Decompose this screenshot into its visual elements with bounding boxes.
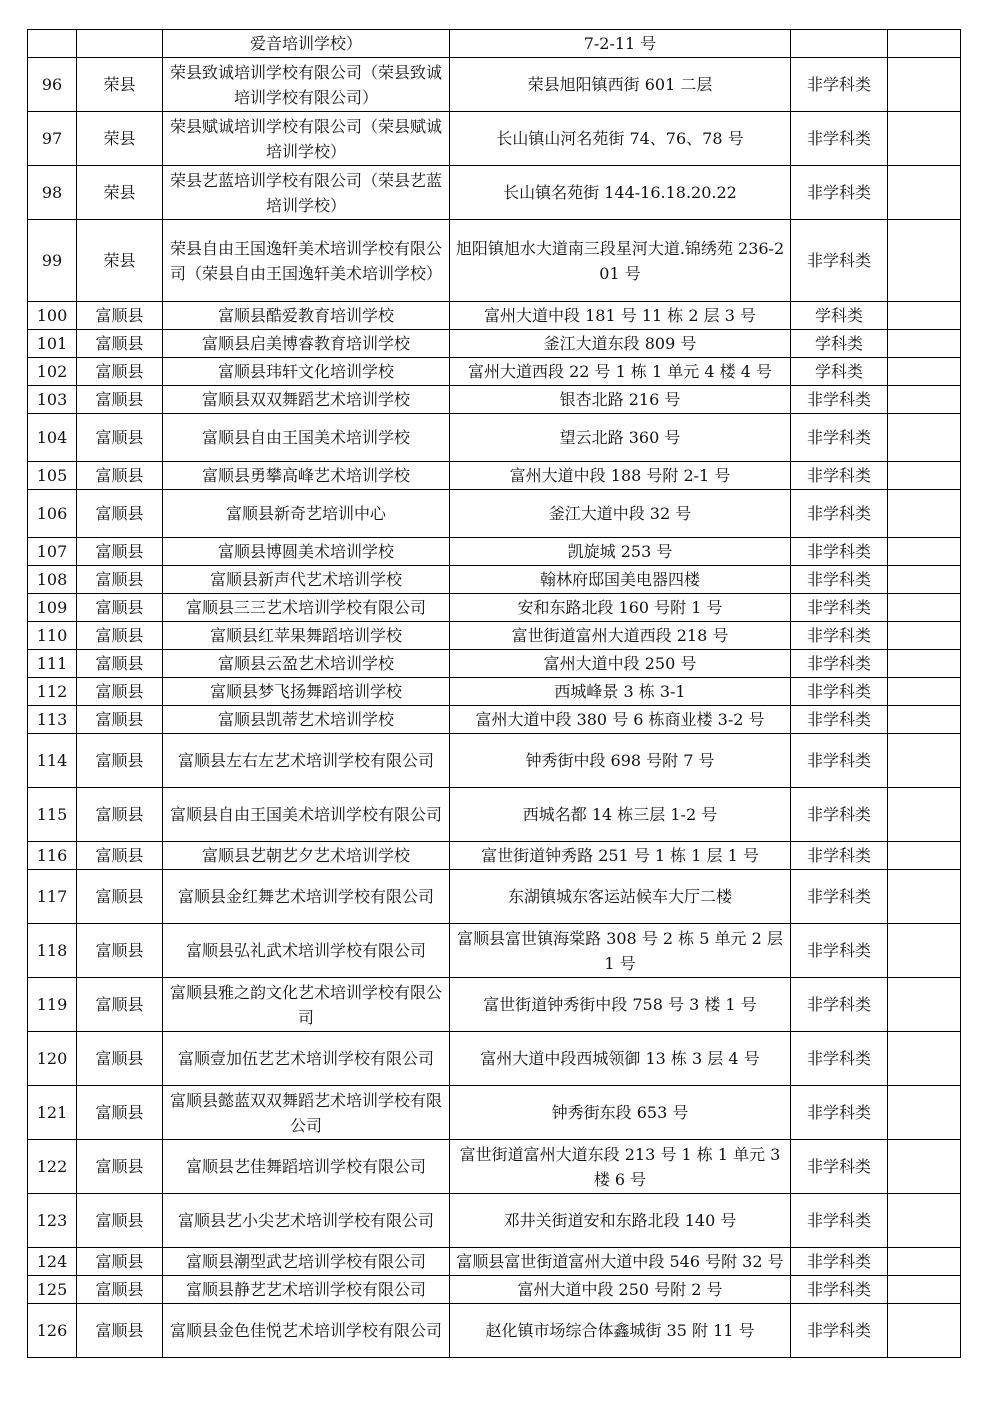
address-cell: 富州大道中段 380 号 6 栋商业楼 3-2 号 [450,706,791,734]
category-cell: 非学科类 [791,622,888,650]
school-name-cell: 富顺县启美博睿教育培训学校 [163,330,450,358]
remarks-cell [888,166,961,220]
remarks-cell [888,330,961,358]
address-cell: 银杏北路 216 号 [450,386,791,414]
address-cell: 翰林府邸国美电器四楼 [450,566,791,594]
county-cell: 荣县 [77,112,163,166]
county-cell: 荣县 [77,58,163,112]
row-number: 121 [28,1086,77,1140]
category-cell: 非学科类 [791,1194,888,1248]
remarks-cell [888,622,961,650]
row-number: 105 [28,462,77,490]
category-cell: 非学科类 [791,166,888,220]
county-cell: 富顺县 [77,734,163,788]
category-cell: 非学科类 [791,594,888,622]
school-name-cell: 富顺县玮轩文化培训学校 [163,358,450,386]
county-cell: 富顺县 [77,924,163,978]
school-name-cell: 富顺县梦飞扬舞蹈培训学校 [163,678,450,706]
row-number: 115 [28,788,77,842]
remarks-cell [888,414,961,462]
table-row [28,166,961,220]
table-row [28,1276,961,1304]
row-number: 119 [28,978,77,1032]
address-cell: 长山镇山河名苑街 74、76、78 号 [450,112,791,166]
row-number: 112 [28,678,77,706]
county-cell: 富顺县 [77,594,163,622]
school-name-cell: 富顺县博圆美术培训学校 [163,538,450,566]
remarks-cell [888,594,961,622]
table-row [28,788,961,842]
address-cell: 西城名都 14 栋三层 1-2 号 [450,788,791,842]
address-cell: 钟秀街东段 653 号 [450,1086,791,1140]
table-row [28,220,961,302]
table-row [28,870,961,924]
school-name-cell: 富顺县凯蒂艺术培训学校 [163,706,450,734]
remarks-cell [888,566,961,594]
county-cell: 富顺县 [77,538,163,566]
remarks-cell [888,1032,961,1086]
table-row [28,594,961,622]
category-cell: 非学科类 [791,1276,888,1304]
school-name-cell: 富顺县雅之韵文化艺术培训学校有限公司 [163,978,450,1032]
remarks-cell [888,842,961,870]
category-cell: 非学科类 [791,386,888,414]
county-cell: 富顺县 [77,842,163,870]
row-number: 104 [28,414,77,462]
row-number: 110 [28,622,77,650]
address-cell: 富顺县富世镇海棠路 308 号 2 栋 5 单元 2 层 1 号 [450,924,791,978]
county-cell: 富顺县 [77,1032,163,1086]
table-row [28,1032,961,1086]
row-number: 120 [28,1032,77,1086]
county-cell: 富顺县 [77,788,163,842]
school-name-cell: 富顺县酷爱教育培训学校 [163,302,450,330]
school-name-cell: 富顺县自由王国美术培训学校有限公司 [163,788,450,842]
school-name-cell: 富顺县金红舞艺术培训学校有限公司 [163,870,450,924]
address-cell: 邓井关街道安和东路北段 140 号 [450,1194,791,1248]
school-name-cell: 富顺县静艺艺术培训学校有限公司 [163,1276,450,1304]
category-cell: 非学科类 [791,1140,888,1194]
county-cell: 富顺县 [77,462,163,490]
county-cell: 富顺县 [77,386,163,414]
table-row [28,1304,961,1358]
category-cell: 非学科类 [791,650,888,678]
row-number: 99 [28,220,77,302]
remarks-cell [888,112,961,166]
row-number: 101 [28,330,77,358]
school-name-cell: 富顺县新奇艺培训中心 [163,490,450,538]
county-cell: 富顺县 [77,678,163,706]
remarks-cell [888,870,961,924]
remarks-cell [888,978,961,1032]
table-row [28,414,961,462]
institution-table [27,29,961,1358]
school-name-cell: 富顺县三三艺术培训学校有限公司 [163,594,450,622]
category-cell: 非学科类 [791,842,888,870]
county-cell: 富顺县 [77,1304,163,1358]
county-cell: 富顺县 [77,1194,163,1248]
table-row [28,622,961,650]
row-number: 126 [28,1304,77,1358]
row-number: 118 [28,924,77,978]
county-cell: 富顺县 [77,622,163,650]
address-cell: 安和东路北段 160 号附 1 号 [450,594,791,622]
category-cell: 非学科类 [791,538,888,566]
school-name-cell: 富顺县金色佳悦艺术培训学校有限公司 [163,1304,450,1358]
table-row [28,566,961,594]
address-cell: 富州大道中段西城领御 13 栋 3 层 4 号 [450,1032,791,1086]
category-cell: 非学科类 [791,978,888,1032]
remarks-cell [888,1304,961,1358]
remarks-cell [888,650,961,678]
category-cell: 学科类 [791,302,888,330]
table-row [28,1248,961,1276]
school-name-cell: 富顺县潮型武艺培训学校有限公司 [163,1248,450,1276]
category-cell: 非学科类 [791,58,888,112]
school-name-cell: 荣县赋诚培训学校有限公司（荣县赋诚培训学校） [163,112,450,166]
county-cell: 富顺县 [77,650,163,678]
row-number: 111 [28,650,77,678]
table-row [28,30,961,58]
county-cell: 荣县 [77,220,163,302]
remarks-cell [888,706,961,734]
remarks-cell [888,220,961,302]
address-cell: 荣县旭阳镇西街 601 二层 [450,58,791,112]
county-cell: 富顺县 [77,870,163,924]
county-cell: 富顺县 [77,566,163,594]
category-cell: 非学科类 [791,1248,888,1276]
table-row [28,978,961,1032]
category-cell: 非学科类 [791,678,888,706]
school-name-cell: 富顺县红苹果舞蹈培训学校 [163,622,450,650]
table-row [28,538,961,566]
category-cell: 非学科类 [791,414,888,462]
school-name-cell: 富顺县勇攀高峰艺术培训学校 [163,462,450,490]
table-body [28,30,961,1358]
table-row [28,112,961,166]
category-cell: 非学科类 [791,706,888,734]
category-cell: 非学科类 [791,734,888,788]
county-cell: 富顺县 [77,358,163,386]
address-cell: 钟秀街中段 698 号附 7 号 [450,734,791,788]
row-number: 106 [28,490,77,538]
address-cell: 东湖镇城东客运站候车大厅二楼 [450,870,791,924]
row-number: 97 [28,112,77,166]
category-cell: 非学科类 [791,1086,888,1140]
address-cell: 富世街道钟秀路 251 号 1 栋 1 层 1 号 [450,842,791,870]
county-cell: 富顺县 [77,490,163,538]
row-number: 98 [28,166,77,220]
remarks-cell [888,1086,961,1140]
address-cell: 长山镇名苑街 144-16.18.20.22 [450,166,791,220]
table-row [28,650,961,678]
address-cell: 釜江大道中段 32 号 [450,490,791,538]
remarks-cell [888,1140,961,1194]
row-number: 114 [28,734,77,788]
table-row [28,330,961,358]
county-cell: 荣县 [77,166,163,220]
category-cell: 非学科类 [791,490,888,538]
table-row [28,490,961,538]
school-name-cell: 荣县自由王国逸轩美术培训学校有限公司（荣县自由王国逸轩美术培训学校） [163,220,450,302]
category-cell: 非学科类 [791,870,888,924]
school-name-cell: 爱音培训学校） [163,30,450,58]
county-cell: 富顺县 [77,302,163,330]
school-name-cell: 富顺县弘礼武术培训学校有限公司 [163,924,450,978]
row-number: 102 [28,358,77,386]
table-row [28,302,961,330]
category-cell: 学科类 [791,358,888,386]
row-number: 116 [28,842,77,870]
address-cell: 富世街道富州大道西段 218 号 [450,622,791,650]
school-name-cell: 富顺县艺佳舞蹈培训学校有限公司 [163,1140,450,1194]
school-name-cell: 富顺县新声代艺术培训学校 [163,566,450,594]
row-number: 107 [28,538,77,566]
address-cell: 富世街道钟秀街中段 758 号 3 楼 1 号 [450,978,791,1032]
school-name-cell: 富顺县自由王国美术培训学校 [163,414,450,462]
row-number: 108 [28,566,77,594]
address-cell: 望云北路 360 号 [450,414,791,462]
table-row [28,924,961,978]
category-cell: 非学科类 [791,462,888,490]
remarks-cell [888,386,961,414]
table-row [28,842,961,870]
address-cell: 富世街道富州大道东段 213 号 1 栋 1 单元 3 楼 6 号 [450,1140,791,1194]
remarks-cell [888,58,961,112]
table-row [28,58,961,112]
remarks-cell [888,358,961,386]
category-cell: 学科类 [791,330,888,358]
remarks-cell [888,678,961,706]
county-cell [77,30,163,58]
county-cell: 富顺县 [77,330,163,358]
county-cell: 富顺县 [77,1276,163,1304]
remarks-cell [888,30,961,58]
school-name-cell: 荣县艺蓝培训学校有限公司（荣县艺蓝培训学校） [163,166,450,220]
table-row [28,1194,961,1248]
address-cell: 7-2-11 号 [450,30,791,58]
remarks-cell [888,462,961,490]
address-cell: 凯旋城 253 号 [450,538,791,566]
school-name-cell: 富顺县懿蓝双双舞蹈艺术培训学校有限公司 [163,1086,450,1140]
county-cell: 富顺县 [77,706,163,734]
remarks-cell [888,1194,961,1248]
address-cell: 富州大道中段 188 号附 2-1 号 [450,462,791,490]
school-name-cell: 富顺壹加伍艺艺术培训学校有限公司 [163,1032,450,1086]
row-number: 123 [28,1194,77,1248]
row-number: 96 [28,58,77,112]
row-number: 117 [28,870,77,924]
remarks-cell [888,538,961,566]
address-cell: 旭阳镇旭水大道南三段星河大道.锦绣苑 236-201 号 [450,220,791,302]
remarks-cell [888,490,961,538]
school-name-cell: 富顺县艺朝艺夕艺术培训学校 [163,842,450,870]
school-name-cell: 富顺县艺小尖艺术培训学校有限公司 [163,1194,450,1248]
table-row [28,678,961,706]
table-row [28,1086,961,1140]
school-name-cell: 富顺县左右左艺术培训学校有限公司 [163,734,450,788]
school-name-cell: 富顺县双双舞蹈艺术培训学校 [163,386,450,414]
remarks-cell [888,924,961,978]
row-number [28,30,77,58]
remarks-cell [888,1248,961,1276]
category-cell: 非学科类 [791,924,888,978]
remarks-cell [888,1276,961,1304]
remarks-cell [888,734,961,788]
table-row [28,734,961,788]
county-cell: 富顺县 [77,1248,163,1276]
category-cell: 非学科类 [791,112,888,166]
county-cell: 富顺县 [77,978,163,1032]
county-cell: 富顺县 [77,414,163,462]
school-name-cell: 荣县致诚培训学校有限公司（荣县致诚培训学校有限公司） [163,58,450,112]
category-cell: 非学科类 [791,1032,888,1086]
address-cell: 富州大道中段 250 号附 2 号 [450,1276,791,1304]
table-row [28,386,961,414]
category-cell: 非学科类 [791,566,888,594]
school-name-cell: 富顺县云盈艺术培训学校 [163,650,450,678]
category-cell [791,30,888,58]
address-cell: 赵化镇市场综合体鑫城街 35 附 11 号 [450,1304,791,1358]
table-row [28,358,961,386]
table-row [28,462,961,490]
address-cell: 富州大道中段 250 号 [450,650,791,678]
row-number: 100 [28,302,77,330]
row-number: 124 [28,1248,77,1276]
address-cell: 釜江大道东段 809 号 [450,330,791,358]
category-cell: 非学科类 [791,1304,888,1358]
county-cell: 富顺县 [77,1140,163,1194]
row-number: 122 [28,1140,77,1194]
row-number: 109 [28,594,77,622]
remarks-cell [888,302,961,330]
category-cell: 非学科类 [791,220,888,302]
address-cell: 富州大道中段 181 号 11 栋 2 层 3 号 [450,302,791,330]
remarks-cell [888,788,961,842]
table-row [28,706,961,734]
county-cell: 富顺县 [77,1086,163,1140]
address-cell: 富州大道西段 22 号 1 栋 1 单元 4 楼 4 号 [450,358,791,386]
row-number: 113 [28,706,77,734]
address-cell: 富顺县富世街道富州大道中段 546 号附 32 号 [450,1248,791,1276]
address-cell: 西城峰景 3 栋 3-1 [450,678,791,706]
category-cell: 非学科类 [791,788,888,842]
table-row [28,1140,961,1194]
row-number: 125 [28,1276,77,1304]
row-number: 103 [28,386,77,414]
